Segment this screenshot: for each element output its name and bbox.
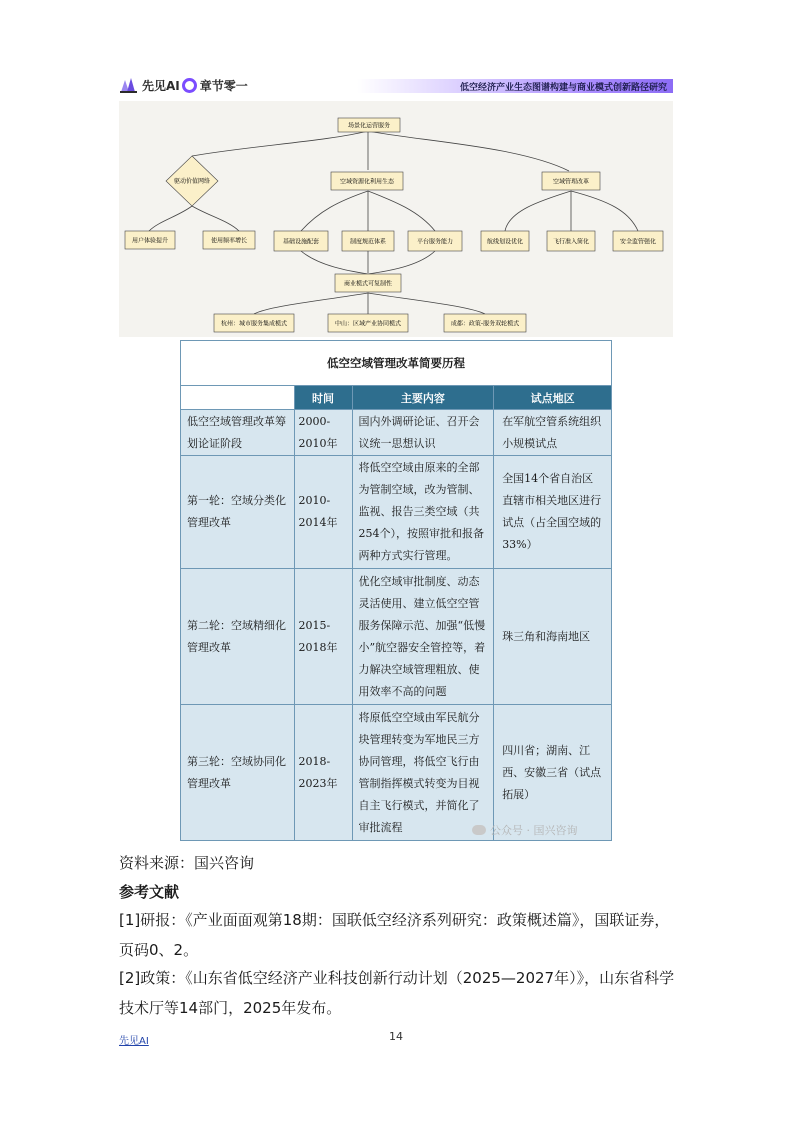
region-cell: 四川省；湖南、江西、安徽三省（试点拓展）	[502, 743, 602, 801]
table-row	[181, 705, 612, 841]
ecosystem-diagram	[119, 101, 673, 337]
diagram-branch-node: 驱动价值网络	[173, 178, 211, 185]
logo	[119, 74, 248, 96]
table-header-cell: 主要内容	[352, 386, 494, 410]
footer-brand-link[interactable]: 先见AI	[119, 1036, 149, 1047]
table-row	[181, 569, 612, 705]
table-row	[181, 456, 612, 569]
logo-ring-icon	[182, 78, 197, 93]
diagram-hub-node: 商业模式可复制性	[343, 280, 393, 288]
diagram-leaf-node: 安全监管强化	[619, 238, 657, 246]
reference-item: [2]政策：《山东省低空经济产业科技创新行动计划（2025—2027年）》，山东省科学技术厅等14部门，2025年发布。	[119, 969, 675, 1017]
table-header-cell: 试点地区	[494, 386, 612, 410]
logo-icon	[119, 76, 139, 94]
table-title: 低空空域管理改革简要历程	[181, 341, 612, 386]
diagram-leaf-node: 飞行准入简化	[552, 238, 590, 246]
watermark	[472, 822, 578, 838]
period-cell: 2010-2014年	[298, 494, 338, 529]
table-row	[181, 410, 612, 456]
region-cell: 珠三角和海南地区	[502, 629, 591, 643]
content-cell: 将原低空空域由军民航分块管理转变为军地民三方协同管理，将低空飞行由管制指挥模式转变为目视自主飞行模式，并简化了审批流程	[358, 710, 480, 834]
reform-history-table	[180, 340, 612, 841]
logo-text-primary: 先见AI	[142, 78, 180, 93]
diagram-branch-node: 空域资源化利用生态	[339, 178, 395, 186]
page-number: 14	[389, 1030, 403, 1043]
table-header-blank	[181, 386, 295, 410]
region-cell: 全国14个省自治区直辖市相关地区进行试点（占全国空域的33%）	[502, 472, 602, 551]
source-note: 资料来源：国兴咨询	[119, 854, 255, 872]
content-cell: 将低空空域由原来的全部为管制空域，改为管制、监视、报告三类空域（共254个），按照审批和报备两种方式实行管理。	[358, 461, 485, 562]
banner-title: 低空经济产业生态图谱构建与商业模式创新路径研究	[459, 83, 667, 93]
period-cell: 2000-2010年	[298, 414, 338, 450]
stage-cell: 第一轮：空域分类化管理改革	[187, 494, 286, 529]
header-banner	[119, 74, 673, 96]
diagram-root-node: 场景化运营服务	[347, 122, 391, 130]
watermark-text: 公众号 · 国兴咨询	[490, 824, 578, 837]
diagram-leaf-node: 航线划设优化	[486, 238, 524, 246]
period-cell: 2018-2023年	[298, 754, 338, 790]
region-cell: 在军航空管系统组织小规模试点	[502, 414, 602, 450]
reference-item: [1]研报：《产业面面观第18期：国联低空经济系列研究：政策概述篇》，国联证券，页码0、2。	[119, 911, 670, 959]
diagram-case-node: 中山：区域产业协同模式	[334, 320, 402, 328]
stage-cell: 第二轮：空域精细化管理改革	[187, 618, 286, 654]
references-heading: 参考文献	[119, 883, 180, 901]
table-header-row	[181, 386, 612, 410]
diagram-leaf-node: 用户体验提升	[131, 237, 169, 245]
wechat-icon	[472, 825, 486, 835]
stage-cell: 低空空域管理改革筹划论证阶段	[187, 414, 286, 450]
content-cell: 国内外调研论证、召开会议统一思想认识	[358, 414, 480, 450]
period-cell: 2015-2018年	[298, 618, 338, 654]
diagram-case-node: 成都：政策-服务双轮模式	[450, 320, 520, 328]
diagram-leaf-node: 基础设施配套	[282, 238, 320, 246]
logo-text-secondary: 章节零一	[199, 78, 248, 93]
table-header-cell: 时间	[294, 386, 352, 410]
diagram-leaf-node: 平台服务能力	[416, 238, 454, 246]
diagram-leaf-node: 制度规范体系	[349, 238, 387, 246]
stage-cell: 第三轮：空域协同化管理改革	[187, 754, 286, 790]
diagram-branch-node: 空域管理改革	[552, 178, 590, 186]
diagram-leaf-node: 使用频率增长	[210, 237, 248, 245]
content-cell: 优化空域审批制度、动态灵活使用、建立低空空管服务保障示范、加强“低慢小”航空器安全管控等，着力解决空域管理粗放、使用效率不高的问题	[358, 574, 486, 698]
diagram-case-node: 杭州：城市服务集成模式	[220, 320, 288, 328]
